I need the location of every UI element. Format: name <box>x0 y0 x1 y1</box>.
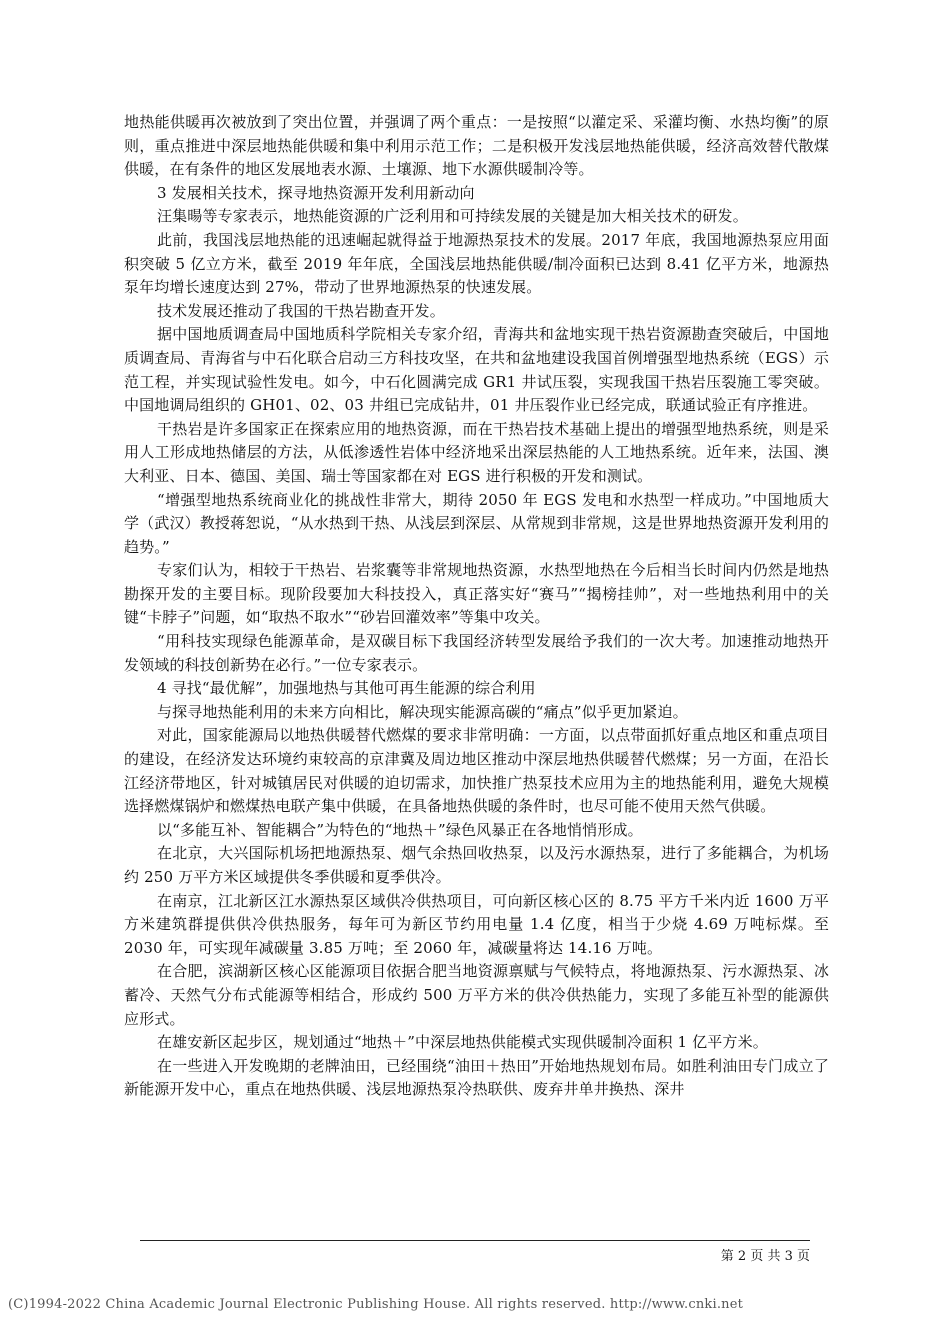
paragraph: 与探寻地热能利用的未来方向相比，解决现实能源高碳的“痛点”似乎更加紧迫。 <box>157 702 688 721</box>
paragraph: 以“多能互补、智能耦合”为特色的“地热＋”绿色风暴正在各地悄悄形成。 <box>157 820 643 839</box>
paragraph: 在合肥，滨湖新区核心区能源项目依据合肥当地资源禀赋与气候特点，将地源热泵、污水源热泵、冰蓄冷、天然气分布式能源等相结合，形成约 500 万平方米的供冷供热能力，实现了多能互补型的能源供应形式。 <box>124 962 829 1028</box>
paragraph: “增强型地热系统商业化的挑战性非常大，期待 2050 年 EGS 发电和水热型一样成功。”中国地质大学（武汉）教授蒋恕说，“从水热到干热、从浅层到深层、从常规到非常规，这是世界地热资源开发利用的趋势。” <box>124 490 829 556</box>
footer-divider <box>140 1240 810 1241</box>
paragraph: 对此，国家能源局以地热供暖替代燃煤的要求非常明确：一方面，以点带面抓好重点地区和重点项目的建设，在经济发达环境约束较高的京津冀及周边地区推动中深层地热供暖替代燃煤；另一方面，在沿长江经济带地区，针对城镇居民对供暖的迫切需求，加快推广热泵技术应用为主的地热能利用，避免大规模选择燃煤锅炉和燃煤热电联产集中供暖，在具备地热供暖的条件时，也尽可能不使用天然气供暖。 <box>124 726 829 816</box>
section-heading: 4 寻找“最优解”，加强地热与其他可再生能源的综合利用 <box>157 679 536 698</box>
paragraph: “用科技实现绿色能源革命，是双碳目标下我国经济转型发展给予我们的一次大考。加速推动地热开发领域的科技创新势在必行。”一位专家表示。 <box>124 632 829 674</box>
paragraph: 在北京，大兴国际机场把地源热泵、烟气余热回收热泵，以及污水源热泵，进行了多能耦合，为机场约 250 万平方米区域提供冬季供暖和夏季供冷。 <box>124 844 829 886</box>
paragraph: 专家们认为，相较于干热岩、岩浆囊等非常规地热资源，水热型地热在今后相当长时间内仍然是地热勘探开发的主要目标。现阶段要加大科技投入，真正落实好“赛马”“揭榜挂帅”，对一些地热利用中的关键“卡脖子”问题，如“取热不取水”“砂岩回灌效率”等集中攻关。 <box>124 561 829 627</box>
section-heading: 3 发展相关技术，探寻地热资源开发利用新动向 <box>157 183 475 202</box>
paragraph: 技术发展还推动了我国的干热岩勘查开发。 <box>157 301 445 320</box>
copyright-notice: (C)1994-2022 China Academic Journal Electronic Publishing House. All rights reserved. http://www.cnki.net <box>8 1297 744 1312</box>
paragraph: 在一些进入开发晚期的老牌油田，已经围绕“油田＋热田”开始地热规划布局。如胜利油田专门成立了新能源开发中心，重点在地热供暖、浅层地源热泵冷热联供、废弃井单井换热、深井 <box>124 1056 829 1099</box>
paragraph: 据中国地质调查局中国地质科学院相关专家介绍，青海共和盆地实现干热岩资源勘查突破后，中国地质调查局、青海省与中石化联合启动三方科技攻坚，在共和盆地建设我国首例增强型地热系统（EGS）示范工程，并实现试验性发电。如今，中石化圆满完成 GR1 井试压裂，实现我国干热岩压裂施工零突破。中国地调局组织的 GH01、02、03 井组已完成钻井，01 井压裂作业已经完成，联通试验正有序推进。 <box>124 325 829 415</box>
paragraph: 汪集暘等专家表示，地热能资源的广泛利用和可持续发展的关键是加大相关技术的研发。 <box>157 207 748 226</box>
paragraph: 干热岩是许多国家正在探索应用的地热资源，而在干热岩技术基础上提出的增强型地热系统，则是采用人工形成地热储层的方法，从低渗透性岩体中经济地采出深层热能的人工地热系统。近年来，法国、澳大利亚、日本、德国、美国、瑞士等国家都在对 EGS 进行积极的开发和测试。 <box>124 419 829 485</box>
paragraph: 地热能供暖再次被放到了突出位置，并强调了两个重点：一是按照“以灌定采、采灌均衡、水热均衡”的原则，重点推进中深层地热能供暖和集中利用示范工作；二是积极开发浅层地热能供暖，经济高效替代散煤供暖，在有条件的地区发展地表水源、土壤源、地下水源供暖制冷等。 <box>124 113 829 179</box>
paragraph: 在南京，江北新区江水源热泵区域供冷供热项目，可向新区核心区的 8.75 平方千米内近 1600 万平方米建筑群提供供冷供热服务，每年可为新区节约用电量 1.4 亿度，相当于少烧 4.69 万吨标煤。至 2030 年，可实现年减碳量 3.85 万吨；至 2060 年，减碳量将达 14.16 万吨。 <box>124 891 829 957</box>
paragraph: 此前，我国浅层地热能的迅速崛起就得益于地源热泵技术的发展。2017 年底，我国地源热泵应用面积突破 5 亿立方米，截至 2019 年年底，全国浅层地热能供暖/制冷面积已达到 8.41 亿平方米，地源热泵年均增长速度达到 27%，带动了世界地源热泵的快速发展。 <box>124 230 829 297</box>
body-text <box>124 111 829 1102</box>
page-number: 第 2 页 共 3 页 <box>720 1249 810 1264</box>
paragraph: 在雄安新区起步区，规划通过“地热＋”中深层地热供能模式实现供暖制冷面积 1 亿平方米。 <box>157 1033 768 1052</box>
